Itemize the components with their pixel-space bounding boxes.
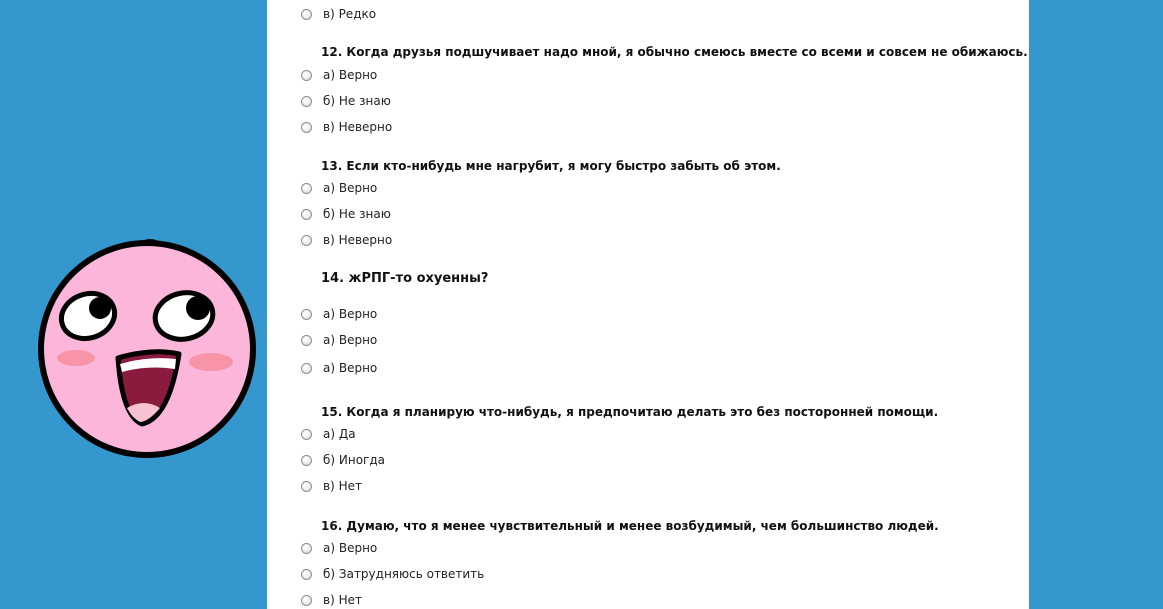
option-label: в) Нет	[323, 593, 362, 607]
option-label: а) Верно	[323, 361, 378, 375]
radio-button[interactable]	[301, 335, 312, 346]
question-title-16: 16. Думаю, что я менее чувствительный и менее возбудимый, чем большинство людей.	[321, 519, 939, 533]
radio-button[interactable]	[301, 96, 312, 107]
option-label: а) Верно	[323, 333, 378, 347]
q11-option-c[interactable]	[301, 6, 376, 22]
q13-option-c[interactable]	[301, 232, 392, 248]
radio-button[interactable]	[301, 455, 312, 466]
radio-button[interactable]	[301, 235, 312, 246]
q13-option-a[interactable]	[301, 180, 377, 196]
radio-button[interactable]	[301, 183, 312, 194]
radio-button[interactable]	[301, 363, 312, 374]
q15-option-a[interactable]	[301, 426, 356, 442]
option-label: а) Верно	[323, 541, 378, 555]
radio-button[interactable]	[301, 70, 312, 81]
option-label: в) Редко	[323, 7, 377, 21]
radio-button[interactable]	[301, 543, 312, 554]
option-label: б) Не знаю	[323, 94, 391, 108]
survey-panel	[267, 0, 1029, 609]
option-label: а) Да	[323, 427, 356, 441]
q14-option-2[interactable]	[301, 332, 377, 348]
q12-option-b[interactable]	[301, 93, 391, 109]
q14-option-3[interactable]	[301, 360, 377, 376]
option-label: в) Неверно	[323, 120, 393, 134]
option-label: в) Нет	[323, 479, 362, 493]
q12-option-c[interactable]	[301, 119, 392, 135]
q15-option-c[interactable]	[301, 478, 362, 494]
radio-button[interactable]	[301, 309, 312, 320]
radio-button[interactable]	[301, 569, 312, 580]
question-title-14: 14. жРПГ-то охуенны?	[321, 271, 489, 286]
radio-button[interactable]	[301, 209, 312, 220]
awesome-face-icon	[36, 238, 258, 460]
option-label: б) Затрудняюсь ответить	[323, 567, 485, 581]
question-title-12: 12. Когда друзья подшучивает надо мной, я обычно смеюсь вместе со всеми и совсем не обижаюсь.	[321, 45, 1028, 59]
q12-option-a[interactable]	[301, 67, 377, 83]
q14-option-1[interactable]	[301, 306, 377, 322]
option-label: б) Иногда	[323, 453, 386, 467]
question-title-15: 15. Когда я планирую что-нибудь, я предпочитаю делать это без посторонней помощи.	[321, 405, 939, 419]
option-label: б) Не знаю	[323, 207, 391, 221]
option-label: а) Верно	[323, 181, 378, 195]
radio-button[interactable]	[301, 9, 312, 20]
radio-button[interactable]	[301, 481, 312, 492]
question-title-13: 13. Если кто-нибудь мне нагрубит, я могу быстро забыть об этом.	[321, 159, 781, 173]
option-label: а) Верно	[323, 68, 378, 82]
radio-button[interactable]	[301, 122, 312, 133]
q16-option-c[interactable]	[301, 592, 362, 608]
q13-option-b[interactable]	[301, 206, 391, 222]
q16-option-a[interactable]	[301, 540, 377, 556]
radio-button[interactable]	[301, 429, 312, 440]
q15-option-b[interactable]	[301, 452, 385, 468]
radio-button[interactable]	[301, 595, 312, 606]
option-label: а) Верно	[323, 307, 378, 321]
q16-option-b[interactable]	[301, 566, 484, 582]
option-label: в) Неверно	[323, 233, 393, 247]
